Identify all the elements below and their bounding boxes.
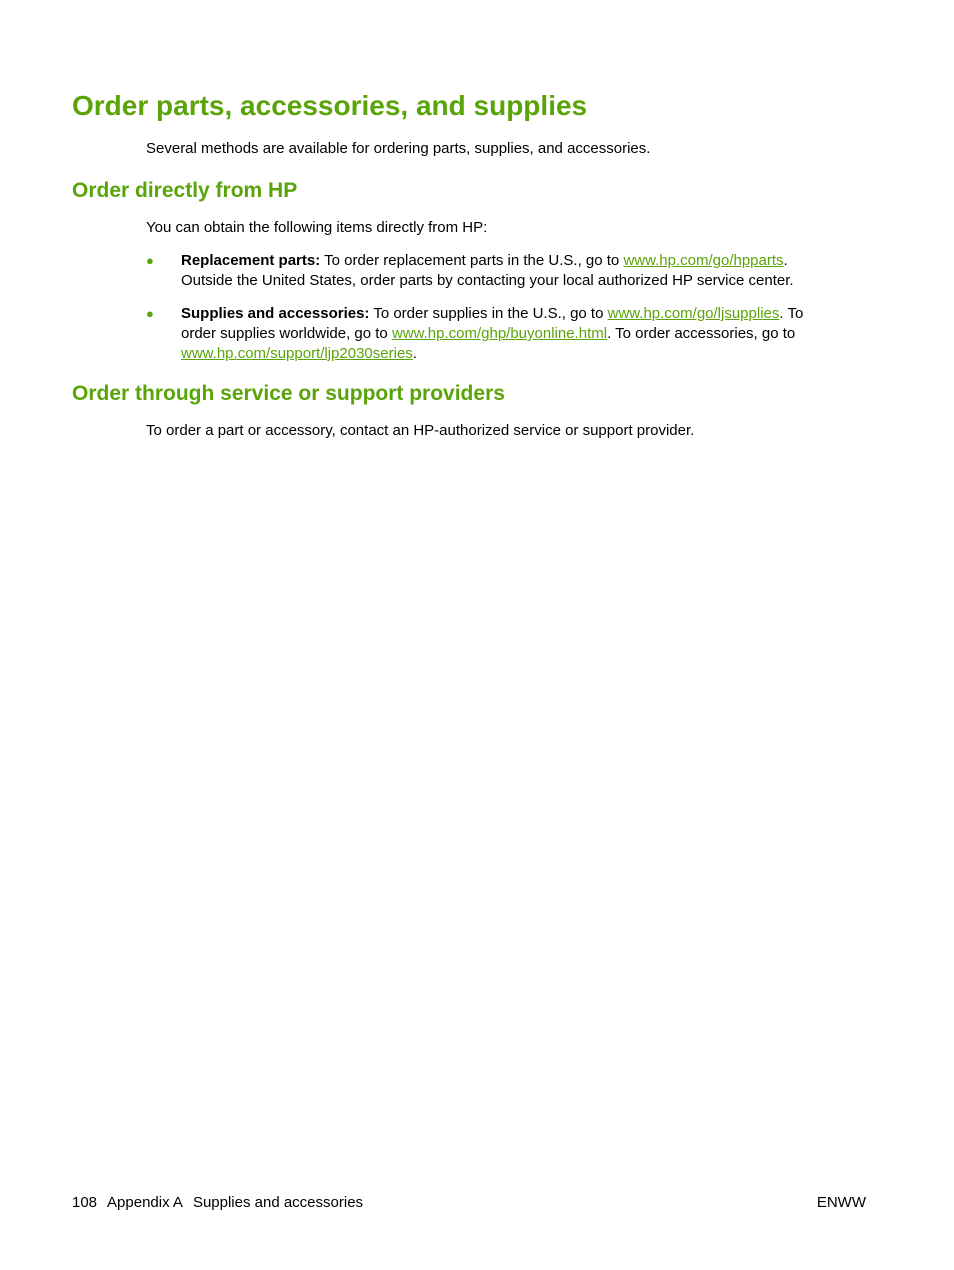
intro-text: Several methods are available for ordering parts, supplies, and accessories.: [146, 140, 651, 157]
footer-chapter: Supplies and accessories: [192, 1194, 364, 1211]
ljp2030series-link[interactable]: www.hp.com/support/ljp2030series: [181, 345, 413, 362]
page-number: 108: [72, 1194, 98, 1211]
item-text: .: [783, 252, 788, 269]
list-item-text: [181, 251, 871, 291]
footer-left: [72, 1193, 363, 1213]
section-lead-text: You can obtain the following items directly from HP:: [146, 219, 488, 236]
section-heading-service-providers: Order through service or support providers: [72, 382, 505, 405]
section2-text: To order a part or accessory, contact an HP-authorized service or support provider.: [146, 422, 695, 439]
item-text: To order replacement parts in the U.S., go to: [320, 252, 624, 269]
item-text: order supplies worldwide, go to: [181, 325, 392, 342]
item-label: Replacement parts:: [181, 252, 321, 269]
footer-right: ENWW: [816, 1194, 866, 1211]
bullet-icon: ●: [146, 306, 154, 321]
item-text: . To order accessories, go to: [607, 325, 796, 342]
item-text: . To: [779, 305, 804, 322]
list-item-line: [181, 344, 871, 364]
footer-appendix: Appendix A: [107, 1194, 183, 1211]
page-title: Order parts, accessories, and supplies: [72, 90, 588, 121]
hpparts-link[interactable]: www.hp.com/go/hpparts: [623, 252, 784, 269]
bullet-icon: ●: [146, 253, 154, 268]
list-item-text: [181, 304, 871, 364]
section-heading-order-directly: Order directly from HP: [72, 179, 298, 202]
item-label: Supplies and accessories:: [181, 305, 370, 322]
list-item-line: Outside the United States, order parts by contacting your local authorized HP service center.: [181, 272, 794, 289]
list-item-line: [181, 324, 871, 344]
item-text: To order supplies in the U.S., go to: [369, 305, 608, 322]
ljsupplies-link[interactable]: www.hp.com/go/ljsupplies: [607, 305, 780, 322]
buyonline-link[interactable]: www.hp.com/ghp/buyonline.html: [391, 325, 608, 342]
list-item-line: [181, 251, 871, 271]
item-text: .: [412, 345, 417, 362]
list-item-line: [181, 304, 871, 324]
